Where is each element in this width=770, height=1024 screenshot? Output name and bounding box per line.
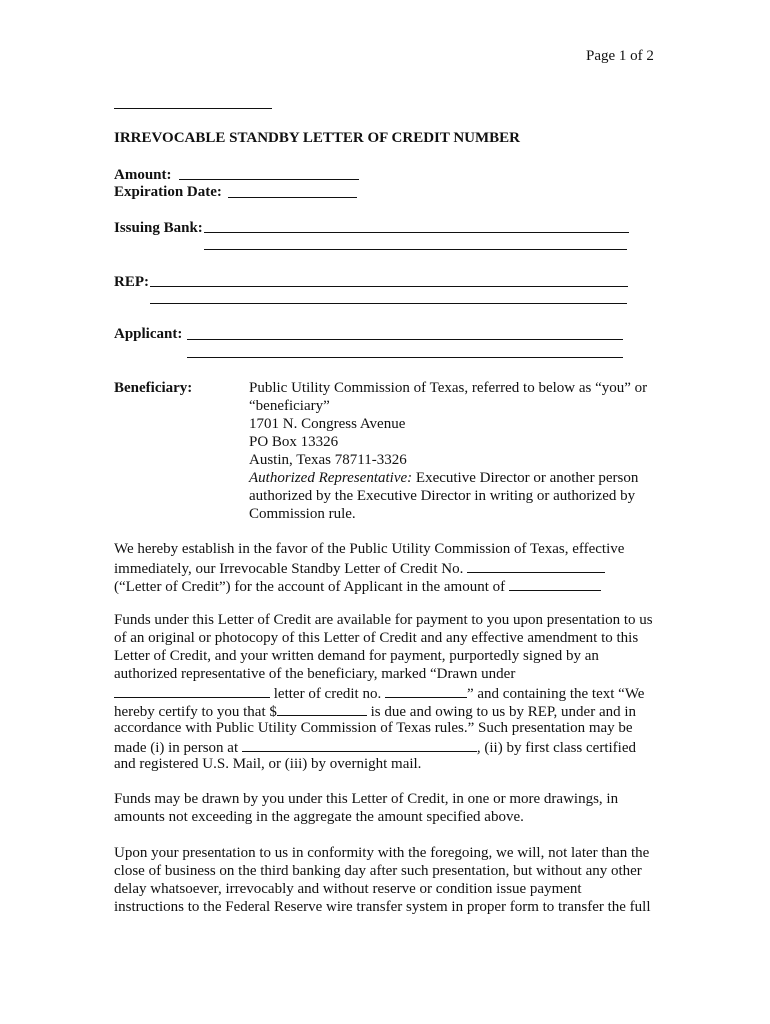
applicant-blank-1[interactable] [187, 339, 623, 340]
establish-paragraph [114, 540, 659, 594]
paragraph-line: Upon your presentation to us in conformity with the foregoing, we will, not later than the [114, 845, 650, 861]
authorized-representative-line [249, 469, 659, 487]
paragraph-line: delay whatsoever, irrevocably and without reserve or condition issue payment [114, 881, 582, 897]
paragraph-line: Funds under this Letter of Credit are available for payment to you upon presentation to us [114, 612, 653, 628]
beneficiary-line: Commission rule. [249, 506, 356, 522]
paragraph-text: ” and containing the text “We [466, 686, 645, 702]
paragraph-line [114, 576, 659, 594]
beneficiary-line: PO Box 13326 [249, 434, 339, 450]
paragraph-line [114, 683, 659, 701]
expiration-date-blank[interactable] [228, 197, 357, 198]
rep-blank-2[interactable] [150, 303, 627, 304]
paragraph-text: made (i) in person at [114, 740, 242, 756]
paragraph-line [114, 558, 659, 576]
beneficiary-line: “beneficiary” [249, 398, 330, 414]
drawings-paragraph [114, 790, 659, 826]
paragraph-line: Letter of Credit, and your written demand for payment, purportedly signed by an [114, 648, 599, 664]
expiration-date-label: Expiration Date: [114, 184, 222, 200]
authorized-representative-label: Authorized Representative: [249, 470, 413, 486]
paragraph-text: immediately, our Irrevocable Standby Letter of Credit No. [114, 561, 468, 577]
credit-amount-blank[interactable] [509, 576, 601, 591]
rep-label: REP: [114, 274, 149, 290]
paragraph-line: and registered U.S. Mail, or (iii) by overnight mail. [114, 756, 422, 772]
paragraph-text: is due and owing to us by REP, under and in [366, 704, 637, 720]
letter-of-credit-no-blank[interactable] [385, 683, 467, 698]
applicant-label: Applicant: [114, 326, 183, 342]
paragraph-line [114, 701, 659, 719]
credit-number-blank[interactable] [467, 558, 605, 573]
page-number: Page 1 of 2 [586, 48, 654, 64]
beneficiary-line: Austin, Texas 78711-3326 [249, 452, 407, 468]
paragraph-line: authorized representative of the beneficiary, marked “Drawn under [114, 666, 516, 682]
letter-number-blank[interactable] [114, 108, 272, 109]
rep-blank-1[interactable] [150, 286, 628, 287]
paragraph-text: hereby certify to you that $ [114, 704, 277, 720]
drawn-under-blank[interactable] [114, 683, 270, 698]
paragraph-line [114, 737, 659, 755]
paragraph-line: We hereby establish in the favor of the Public Utility Commission of Texas, effective [114, 541, 625, 557]
authorized-representative-text: Executive Director or another person [412, 470, 639, 486]
beneficiary-line: 1701 N. Congress Avenue [249, 416, 406, 432]
paragraph-line: close of business on the third banking day after such presentation, but without any other [114, 863, 642, 879]
paragraph-line: Funds may be drawn by you under this Letter of Credit, in one or more drawings, in [114, 791, 619, 807]
paragraph-line: of an original or photocopy of this Letter of Credit and any effective amendment to this [114, 630, 639, 646]
issuing-bank-label: Issuing Bank: [114, 220, 203, 236]
issuing-bank-blank-1[interactable] [204, 232, 629, 233]
beneficiary-block [249, 379, 659, 523]
presentation-location-blank[interactable] [242, 737, 477, 752]
beneficiary-line: Public Utility Commission of Texas, referred to below as “you” or [249, 380, 648, 396]
issuing-bank-blank-2[interactable] [204, 249, 627, 250]
amount-label: Amount: [114, 167, 172, 183]
presentation-paragraph [114, 844, 659, 916]
document-title: IRREVOCABLE STANDBY LETTER OF CREDIT NUMBER [114, 130, 521, 146]
paragraph-line: instructions to the Federal Reserve wire transfer system in proper form to transfer the full [114, 899, 651, 915]
amount-blank[interactable] [179, 179, 359, 180]
funds-available-paragraph [114, 611, 659, 773]
paragraph-text: (“Letter of Credit”) for the account of Applicant in the amount of [114, 579, 509, 595]
paragraph-text: , (ii) by first class certified [476, 740, 636, 756]
paragraph-line: amounts not exceeding in the aggregate the amount specified above. [114, 809, 524, 825]
paragraph-line: accordance with Public Utility Commission of Texas rules.” Such presentation may be [114, 720, 633, 736]
paragraph-text: letter of credit no. [270, 686, 385, 702]
beneficiary-label: Beneficiary: [114, 380, 193, 396]
certify-amount-blank[interactable] [277, 701, 367, 716]
beneficiary-line: authorized by the Executive Director in writing or authorized by [249, 488, 636, 504]
applicant-blank-2[interactable] [187, 357, 623, 358]
